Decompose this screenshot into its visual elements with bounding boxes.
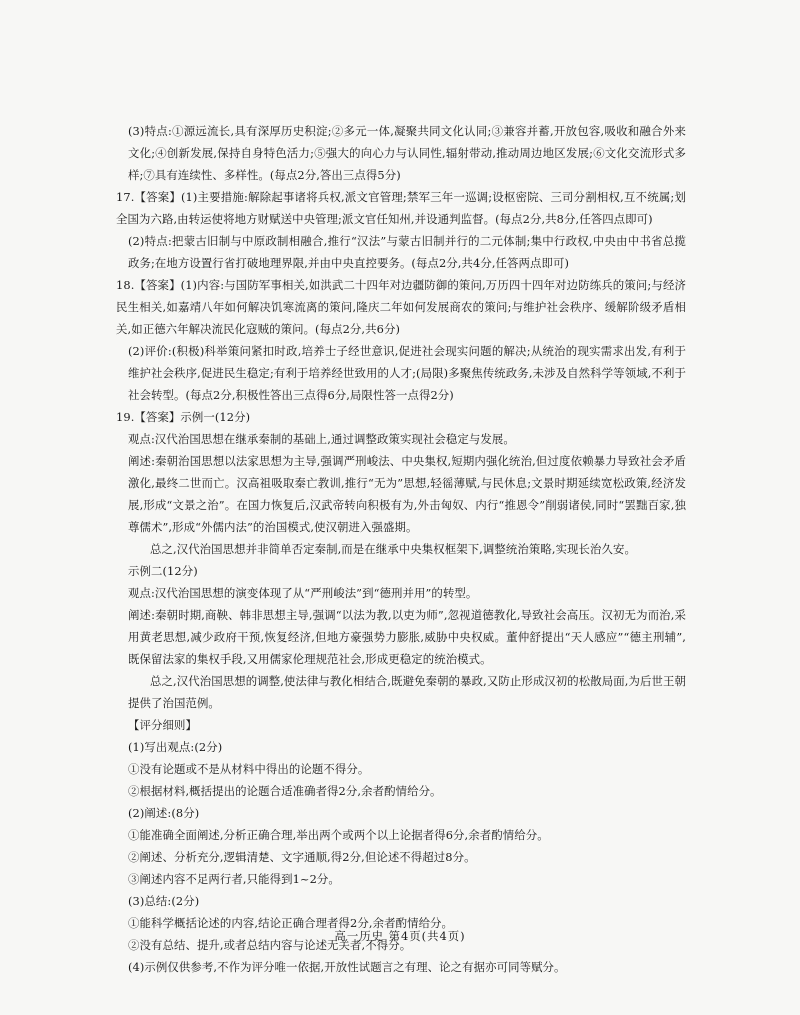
- answer-paragraph: 总之,汉代治国思想并非简单否定秦制,而是在继承中央集权框架下,调整统治策略,实现长治久安。: [150, 542, 637, 556]
- answer-paragraph: 17.【答案】(1)主要措施:解除起事诸将兵权,派文官管理;禁军三年一巡调;设枢密院、三司分割相权,互不统属;划全国为六路,由转运使将地方财赋送中央管理;派文官任知州,并设通判监督。(每点2分,共8分,任答四点即可): [116, 190, 686, 226]
- answer-paragraph: (1)写出观点:(2分): [128, 740, 223, 754]
- answer-paragraph: 总之,汉代治国思想的调整,使法律与教化相结合,既避免秦朝的暴政,又防止形成汉初的松散局面,为后世王朝提供了治国范例。: [128, 674, 686, 710]
- answer-paragraph: ②阐述、分析充分,逻辑清楚、文字通顺,得2分,但论述不得超过8分。: [128, 850, 476, 864]
- answer-paragraph: 示例二(12分): [128, 564, 198, 578]
- answer-content: [116, 120, 686, 978]
- answer-paragraph: (2)阐述:(8分): [128, 806, 200, 820]
- answer-paragraph: (4)示例仅供参考,不作为评分唯一依据,开放性试题言之有理、论之有据亦可同等赋分。: [128, 960, 566, 974]
- answer-paragraph: 阐述:秦朝时期,商鞅、韩非思想主导,强调“以法为教,以吏为师”,忽视道德教化,导致社会高压。汉初无为而治,采用黄老思想,减少政府干预,恢复经济,但地方豪强势力膨胀,威胁中央权威。董仲舒提出“天人感应”“德主刑辅”,既保留法家的集权手段,又用儒家伦理规范社会,形成更稳定的统治模式。: [128, 608, 686, 666]
- answer-paragraph: 阐述:秦朝治国思想以法家思想为主导,强调严刑峻法、中央集权,短期内强化统治,但过度依赖暴力导致社会矛盾激化,最终二世而亡。汉高祖吸取秦亡教训,推行“无为”思想,轻徭薄赋,与民休息;文景时期延续宽松政策,经济发展,形成“文景之治”。在国力恢复后,汉武帝转向积极有为,外击匈奴、内行“推恩令”削弱诸侯,同时“罢黜百家,独尊儒术”,形成“外儒内法”的治国模式,使汉朝进入强盛期。: [128, 454, 686, 534]
- answer-paragraph: 观点:汉代治国思想在继承秦制的基础上,通过调整政策实现社会稳定与发展。: [128, 432, 515, 446]
- answer-paragraph: 19.【答案】示例一(12分): [116, 410, 251, 424]
- answer-paragraph: ③阐述内容不足两行者,只能得到1~2分。: [128, 872, 340, 886]
- answer-paragraph: (3)总结:(2分): [128, 894, 200, 908]
- answer-paragraph: 18.【答案】(1)内容:与国防军事相关,如洪武二十四年对边疆防御的策问,万历四十四年对边防练兵的策问;与经济民生相关,如嘉靖八年如何解决饥寒流离的策问,隆庆二年如何发展商农的策问;与维护社会秩序、缓解阶级矛盾相关,如正德六年解决流民化寇贼的策问。(每点2分,共6分): [116, 278, 686, 336]
- answer-paragraph: (2)评价:(积极)科举策问紧扣时政,培养士子经世意识,促进社会现实问题的解决;从统治的现实需求出发,有利于维护社会秩序,促进民生稳定;有利于培养经世致用的人才;(局限)多聚焦传统政务,未涉及自然科学等领域,不利于社会转型。(每点2分,积极性答出三点得6分,局限性答一点得2分): [128, 344, 686, 402]
- page-footer: 高一历史 第4页(共4页): [334, 929, 466, 943]
- answer-paragraph: (2)特点:把蒙古旧制与中原政制相融合,推行“汉法”与蒙古旧制并行的二元体制;集中行政权,中央由中书省总揽政务;在地方设置行省打破地理界限,并由中央直控要务。(每点2分,共4分,任答两点即可): [128, 234, 686, 270]
- answer-paragraph: ②没有总结、提升,或者总结内容与论述无关者,不得分。: [128, 938, 412, 952]
- answer-paragraph: ①没有论题或不是从材料中得出的论题不得分。: [128, 762, 370, 776]
- answer-paragraph: 观点:汉代治国思想的演变体现了从“严刑峻法”到“德刑并用”的转型。: [128, 586, 478, 600]
- answer-paragraph: 【评分细则】: [128, 718, 197, 732]
- answer-paragraph: ①能科学概括论述的内容,结论正确合理者得2分,余者酌情给分。: [128, 916, 454, 930]
- answer-paragraph: ②根据材料,概括提出的论题合适准确者得2分,余者酌情给分。: [128, 784, 442, 798]
- answer-paragraph: ①能准确全面阐述,分析正确合理,举出两个或两个以上论据者得6分,余者酌情给分。: [128, 828, 549, 842]
- answer-paragraph: (3)特点:①源远流长,具有深厚历史积淀;②多元一体,凝聚共同文化认同;③兼容并蓄,开放包容,吸收和融合外来文化;④创新发展,保持自身特色活力;⑤强大的向心力与认同性,辐射带动,推动周边地区发展;⑥文化交流形式多样;⑦具有连续性、多样性。(每点2分,答出三点得5分): [128, 124, 686, 182]
